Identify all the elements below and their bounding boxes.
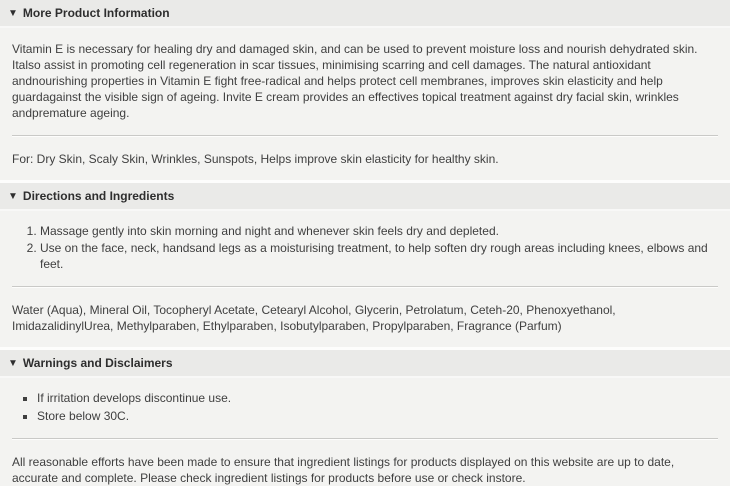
warnings-list	[10, 390, 720, 424]
suitable-for-text: For: Dry Skin, Scaly Skin, Wrinkles, Sunspots, Helps improve skin elasticity for healthy skin.	[12, 152, 499, 166]
warning-item: ▪ If irritation develops discontinue use.	[37, 390, 720, 406]
section-header-directions-and-ingredients[interactable]	[0, 180, 730, 211]
directions-item: 1. Massage gently into skin morning and night and whenever skin feels dry and depleted.	[40, 223, 720, 239]
section-title-directions-and-ingredients: Directions and Ingredients	[22, 189, 175, 203]
divider	[12, 438, 718, 440]
section-header-warnings-and-disclaimers[interactable]	[0, 347, 730, 378]
section-title-warnings-and-disclaimers: Warnings and Disclaimers	[22, 356, 173, 370]
section-header-more-product-information[interactable]	[0, 0, 730, 28]
section-body-more-product-information	[0, 41, 730, 167]
directions-list	[10, 223, 720, 272]
ingredients-text: Water (Aqua), Mineral Oil, Tocopheryl Acetate, Cetearyl Alcohol, Glycerin, Petrolatum, Ceteh-20, Phenoxyethanol, ImidazalidinylUrea, Methylparaben, Ethylparaben, Isobutylparaben, Propylparaben, Fragrance (Parfum)	[12, 303, 616, 333]
divider	[12, 135, 718, 137]
section-body-directions-and-ingredients	[0, 223, 730, 334]
collapse-arrow-icon: ▼	[8, 8, 18, 19]
warning-item: ▪ Store below 30C.	[37, 408, 720, 424]
product-description-text: Vitamin E is necessary for healing dry and damaged skin, and can be used to prevent moisture loss and nourish dehydrated skin. Italso assist in promoting cell regeneration in scar tissues, minimising scarring and cell damages. The natural antioxidant andnourishing properties in Vitamin E fight free-radical and helps protect cell membranes, improves skin elasticity and help guardagainst the visible sign of ageing. Invite E cream provides an effectives topical treatment against dry facial skin, wrinkles andpremature ageing.	[12, 42, 698, 120]
directions-item: 2. Use on the face, neck, handsand legs as a moisturising treatment, to help soften dry rough areas including knees, elbows and feet.	[40, 240, 720, 272]
section-body-warnings-and-disclaimers	[0, 390, 730, 486]
divider	[12, 286, 718, 288]
section-title-more-product-information: More Product Information	[22, 6, 170, 20]
ingredient-disclaimer-text: All reasonable efforts have been made to ensure that ingredient listings for products displayed on this website are up to date, accurate and complete. Please check ingredient listings for products before use or check instore.	[12, 455, 675, 485]
collapse-arrow-icon: ▼	[8, 358, 18, 369]
collapse-arrow-icon: ▼	[8, 191, 18, 202]
